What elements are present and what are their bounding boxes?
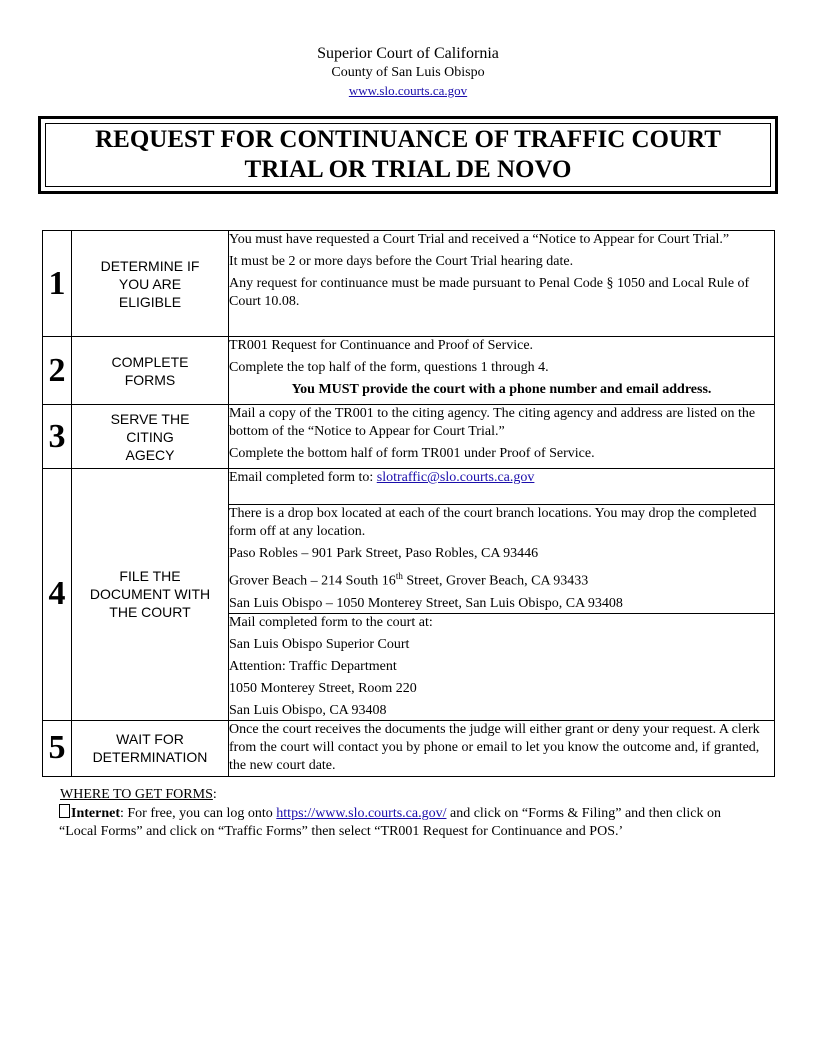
step-text: Complete the bottom half of form TR001 under Proof of Service. xyxy=(229,446,595,461)
step-row-4 xyxy=(43,469,775,505)
internet-label: Internet xyxy=(71,806,120,821)
step-number: 1 xyxy=(43,231,72,337)
step-number: 2 xyxy=(43,337,72,405)
step-text: There is a drop box located at each of the court branch locations. You may drop the completed form off at any location. xyxy=(229,506,757,539)
mail-address-line: 1050 Monterey Street, Room 220 xyxy=(229,680,417,696)
county-name: County of San Luis Obispo xyxy=(331,65,485,80)
checkbox-icon xyxy=(59,804,70,818)
where-internet-text: Internet: For free, you can log onto https://www.slo.courts.ca.gov/ and click on “Forms & Filing” and then click on “Local Forms” and click on “Traffic Forms” then select “TR001 Request for Continuance and POS.’ xyxy=(59,806,721,839)
step-number: 5 xyxy=(43,720,72,776)
step-text: Complete the top half of the form, questions 1 through 4. xyxy=(229,360,549,375)
website-link[interactable]: www.slo.courts.ca.gov xyxy=(348,83,468,98)
step-label: WAIT FOR DETERMINATION xyxy=(72,720,229,776)
step-content xyxy=(229,720,775,776)
step-row-5 xyxy=(43,720,775,776)
step-text: It must be 2 or more days before the Court Trial hearing date. xyxy=(229,254,574,269)
step-content xyxy=(229,337,775,405)
step-text: You must have requested a Court Trial and received a “Notice to Appear for Court Trial.” xyxy=(229,232,730,247)
step-row-3 xyxy=(43,405,775,469)
forms-website-link[interactable]: https://www.slo.courts.ca.gov/ xyxy=(276,806,447,821)
page-title xyxy=(45,123,771,187)
step-content-dropbox xyxy=(229,505,775,614)
email-prefix: Email completed form to: xyxy=(229,470,377,485)
step-label: FILE THE DOCUMENT WITH THE COURT xyxy=(72,469,229,721)
step-text: Once the court receives the documents the judge will either grant or deny your request. A clerk from the court will contact you by phone or email to let you know the outcome and, if granted, the new court date. xyxy=(229,721,760,773)
location-paso-robles: Paso Robles – 901 Park Street, Paso Robles, CA 93446 xyxy=(229,546,539,561)
step-label: COMPLETE FORMS xyxy=(72,337,229,405)
email-link[interactable]: slotraffic@slo.courts.ca.gov xyxy=(376,470,535,485)
title-line-1: REQUEST FOR CONTINUANCE OF TRAFFIC COURT xyxy=(95,126,721,153)
step-text: Any request for continuance must be made pursuant to Penal Code § 1050 and Local Rule of Court 10.08. xyxy=(229,276,750,309)
title-box xyxy=(38,116,778,194)
step-text: TR001 Request for Continuance and Proof of Service. xyxy=(229,338,534,353)
step-text: Mail a copy of the TR001 to the citing agency. The citing agency and address are listed on the bottom of the “Notice to Appear for Court Trial.” xyxy=(229,406,756,439)
step-content xyxy=(229,231,775,337)
step-row-1 xyxy=(43,231,775,337)
step-row-2 xyxy=(43,337,775,405)
step-number: 4 xyxy=(43,469,72,721)
step-content xyxy=(229,405,775,469)
step-number: 3 xyxy=(43,405,72,469)
where-heading: WHERE TO GET FORMS: xyxy=(60,787,217,802)
mail-address-line: Attention: Traffic Department xyxy=(229,658,397,674)
step-label: SERVE THE CITING AGECY xyxy=(72,405,229,469)
mail-address-line: San Luis Obispo, CA 93408 xyxy=(229,702,387,718)
steps-table xyxy=(42,230,775,777)
step-content-mail xyxy=(229,613,775,720)
court-name: Superior Court of California xyxy=(317,45,499,62)
step-label: DETERMINE IF YOU ARE ELIGIBLE xyxy=(72,231,229,337)
title-line-2: TRIAL OR TRIAL DE NOVO xyxy=(244,156,572,183)
location-san-luis-obispo: San Luis Obispo – 1050 Monterey Street, San Luis Obispo, CA 93408 xyxy=(229,595,623,611)
mail-address-line: San Luis Obispo Superior Court xyxy=(229,636,410,652)
where-to-get-forms xyxy=(60,786,760,841)
location-grover-beach: Grover Beach – 214 South 16th Street, Grover Beach, CA 93433 xyxy=(229,571,589,589)
step-text: Mail completed form to the court at: xyxy=(229,614,433,630)
header xyxy=(0,44,816,100)
step-content-email xyxy=(229,469,775,505)
step-text-emphasis: You MUST provide the court with a phone number and email address. xyxy=(291,382,712,397)
